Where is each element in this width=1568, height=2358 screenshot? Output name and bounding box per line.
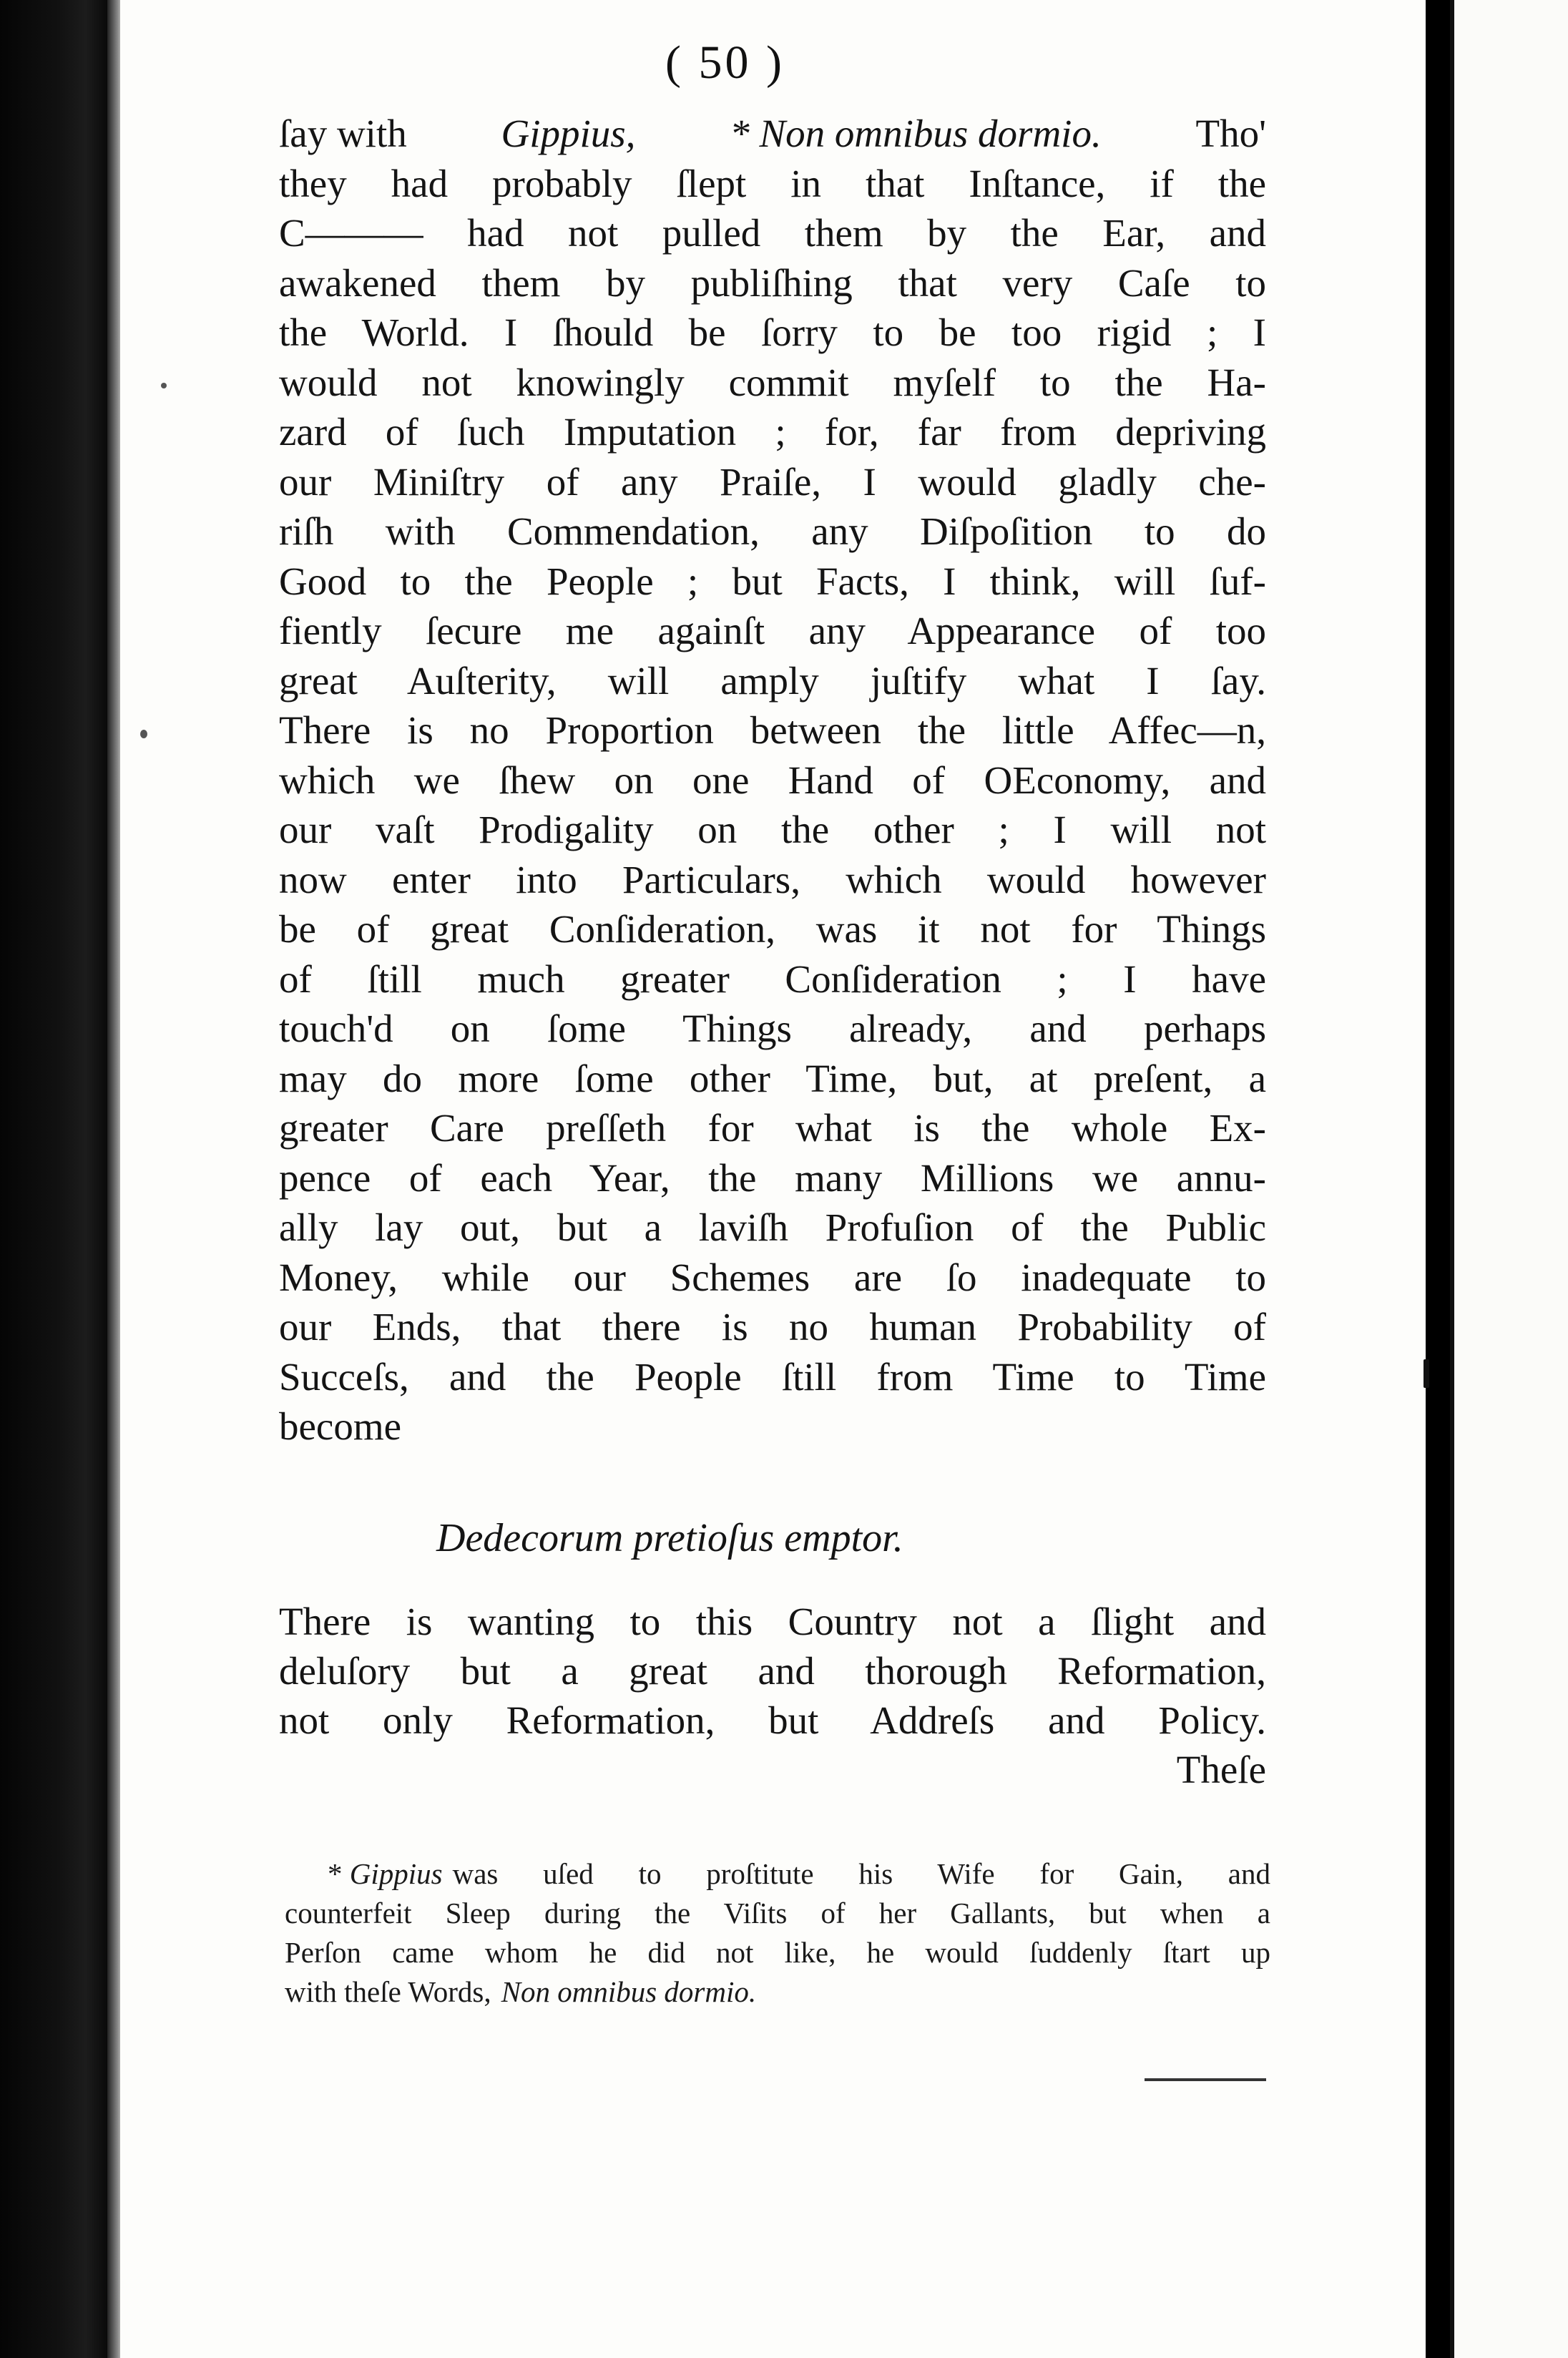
text-line: great Auſterity, will amply juſtify what I ſay. xyxy=(279,658,1266,703)
footnote-quote: Non omnibus dormio. xyxy=(501,1975,757,2008)
footnote-line xyxy=(285,1854,1270,1894)
binding-edge xyxy=(0,0,107,2358)
footnote-line: Perſon came whom he did not like, he would ſuddenly ſtart up xyxy=(285,1936,1270,1969)
text-line-last: become xyxy=(279,1404,402,1448)
footnote xyxy=(285,1854,1270,2012)
text-line: There is wanting to this Country not a ſlight and xyxy=(279,1600,1266,1643)
adjacent-page-edge xyxy=(1450,0,1568,2358)
text-line: deluſory but a great and thorough Reformation, xyxy=(279,1649,1266,1693)
footnote-line: counterfeit Sleep during the Viſits of her Gallants, but when a xyxy=(285,1897,1270,1929)
latin-quotation: Dedecorum pretioſus emptor. xyxy=(436,1516,903,1560)
text-line-first xyxy=(279,109,1266,159)
text-line: greater Care preſſeth for what is the whole Ex- xyxy=(279,1106,1266,1150)
text-line: Money, while our Schemes are ſo inadequate to xyxy=(279,1255,1266,1299)
text-line: our Miniſtry of any Praiſe, I would gladly che- xyxy=(279,459,1266,504)
text-line: pence of each Year, the many Millions we annu- xyxy=(279,1155,1266,1200)
page-number: ( 50 ) xyxy=(665,36,785,89)
footnote-text: was uſed to proſtitute his Wife for Gain, and xyxy=(452,1857,1270,1890)
ink-speck xyxy=(161,383,167,388)
catchword: Theſe xyxy=(1176,1748,1266,1791)
text-line: the World. I ſhould be ſorry to be too rigid ; I xyxy=(279,310,1266,354)
italic-name: Gippius, xyxy=(501,112,636,155)
text-line: C——— had not pulled them by the Ear, and xyxy=(279,211,1266,255)
text-line: ally lay out, but a laviſh Profuſion of the Public xyxy=(279,1205,1266,1249)
text-line: they had probably ſlept in that Inſtance, if the xyxy=(279,161,1266,205)
text-line: riſh with Commendation, any Diſpoſition to do xyxy=(279,509,1266,553)
text-line: our vaſt Prodigality on the other ; I will not xyxy=(279,808,1266,851)
text-line: fiently ſecure me againſt any Appearance of too xyxy=(279,609,1266,652)
page-gap xyxy=(1426,0,1450,2358)
text-line: now enter into Particulars, which would however xyxy=(279,857,1266,901)
footnote-name: Gippius xyxy=(349,1857,443,1890)
ink-speck xyxy=(140,730,147,738)
text-line: our Ends, that there is no human Probability of xyxy=(279,1305,1266,1349)
main-paragraph xyxy=(279,109,1266,1452)
second-paragraph xyxy=(279,1597,1266,1791)
text-segment: ſay with xyxy=(279,112,407,155)
footnote-line xyxy=(285,1972,1270,2012)
footnote-marker: * xyxy=(328,1857,343,1890)
text-line: of ſtill much greater Conſideration ; I have xyxy=(279,957,1266,1001)
text-segment: Tho' xyxy=(1195,112,1266,155)
text-line: be of great Conſideration, was it not for Things xyxy=(279,907,1266,951)
footnote-text: with theſe Words, xyxy=(285,1975,491,2008)
text-line: awakened them by publiſhing that very Caſe to xyxy=(279,260,1266,305)
decorative-rule xyxy=(1145,2078,1266,2081)
text-line: would not knowingly commit myſelf to the Ha- xyxy=(279,360,1266,404)
text-line: Good to the People ; but Facts, I think, will ſuf- xyxy=(279,559,1266,603)
text-line: Succeſs, and the People ſtill from Time to Time xyxy=(279,1354,1266,1399)
italic-quote: * Non omnibus dormio. xyxy=(730,112,1102,155)
text-line: not only Reformation, but Addreſs and Policy. xyxy=(279,1698,1266,1742)
ink-speck xyxy=(1424,1359,1429,1388)
text-line: may do more ſome other Time, but, at preſent, a xyxy=(279,1056,1266,1100)
text-line: which we ſhew on one Hand of OEconomy, and xyxy=(279,758,1266,802)
text-line: touch'd on ſome Things already, and perhaps xyxy=(279,1007,1266,1050)
text-line: There is no Proportion between the little Affec—n, xyxy=(279,708,1266,752)
text-line: zard of ſuch Imputation ; for, far from depriving xyxy=(279,410,1266,454)
